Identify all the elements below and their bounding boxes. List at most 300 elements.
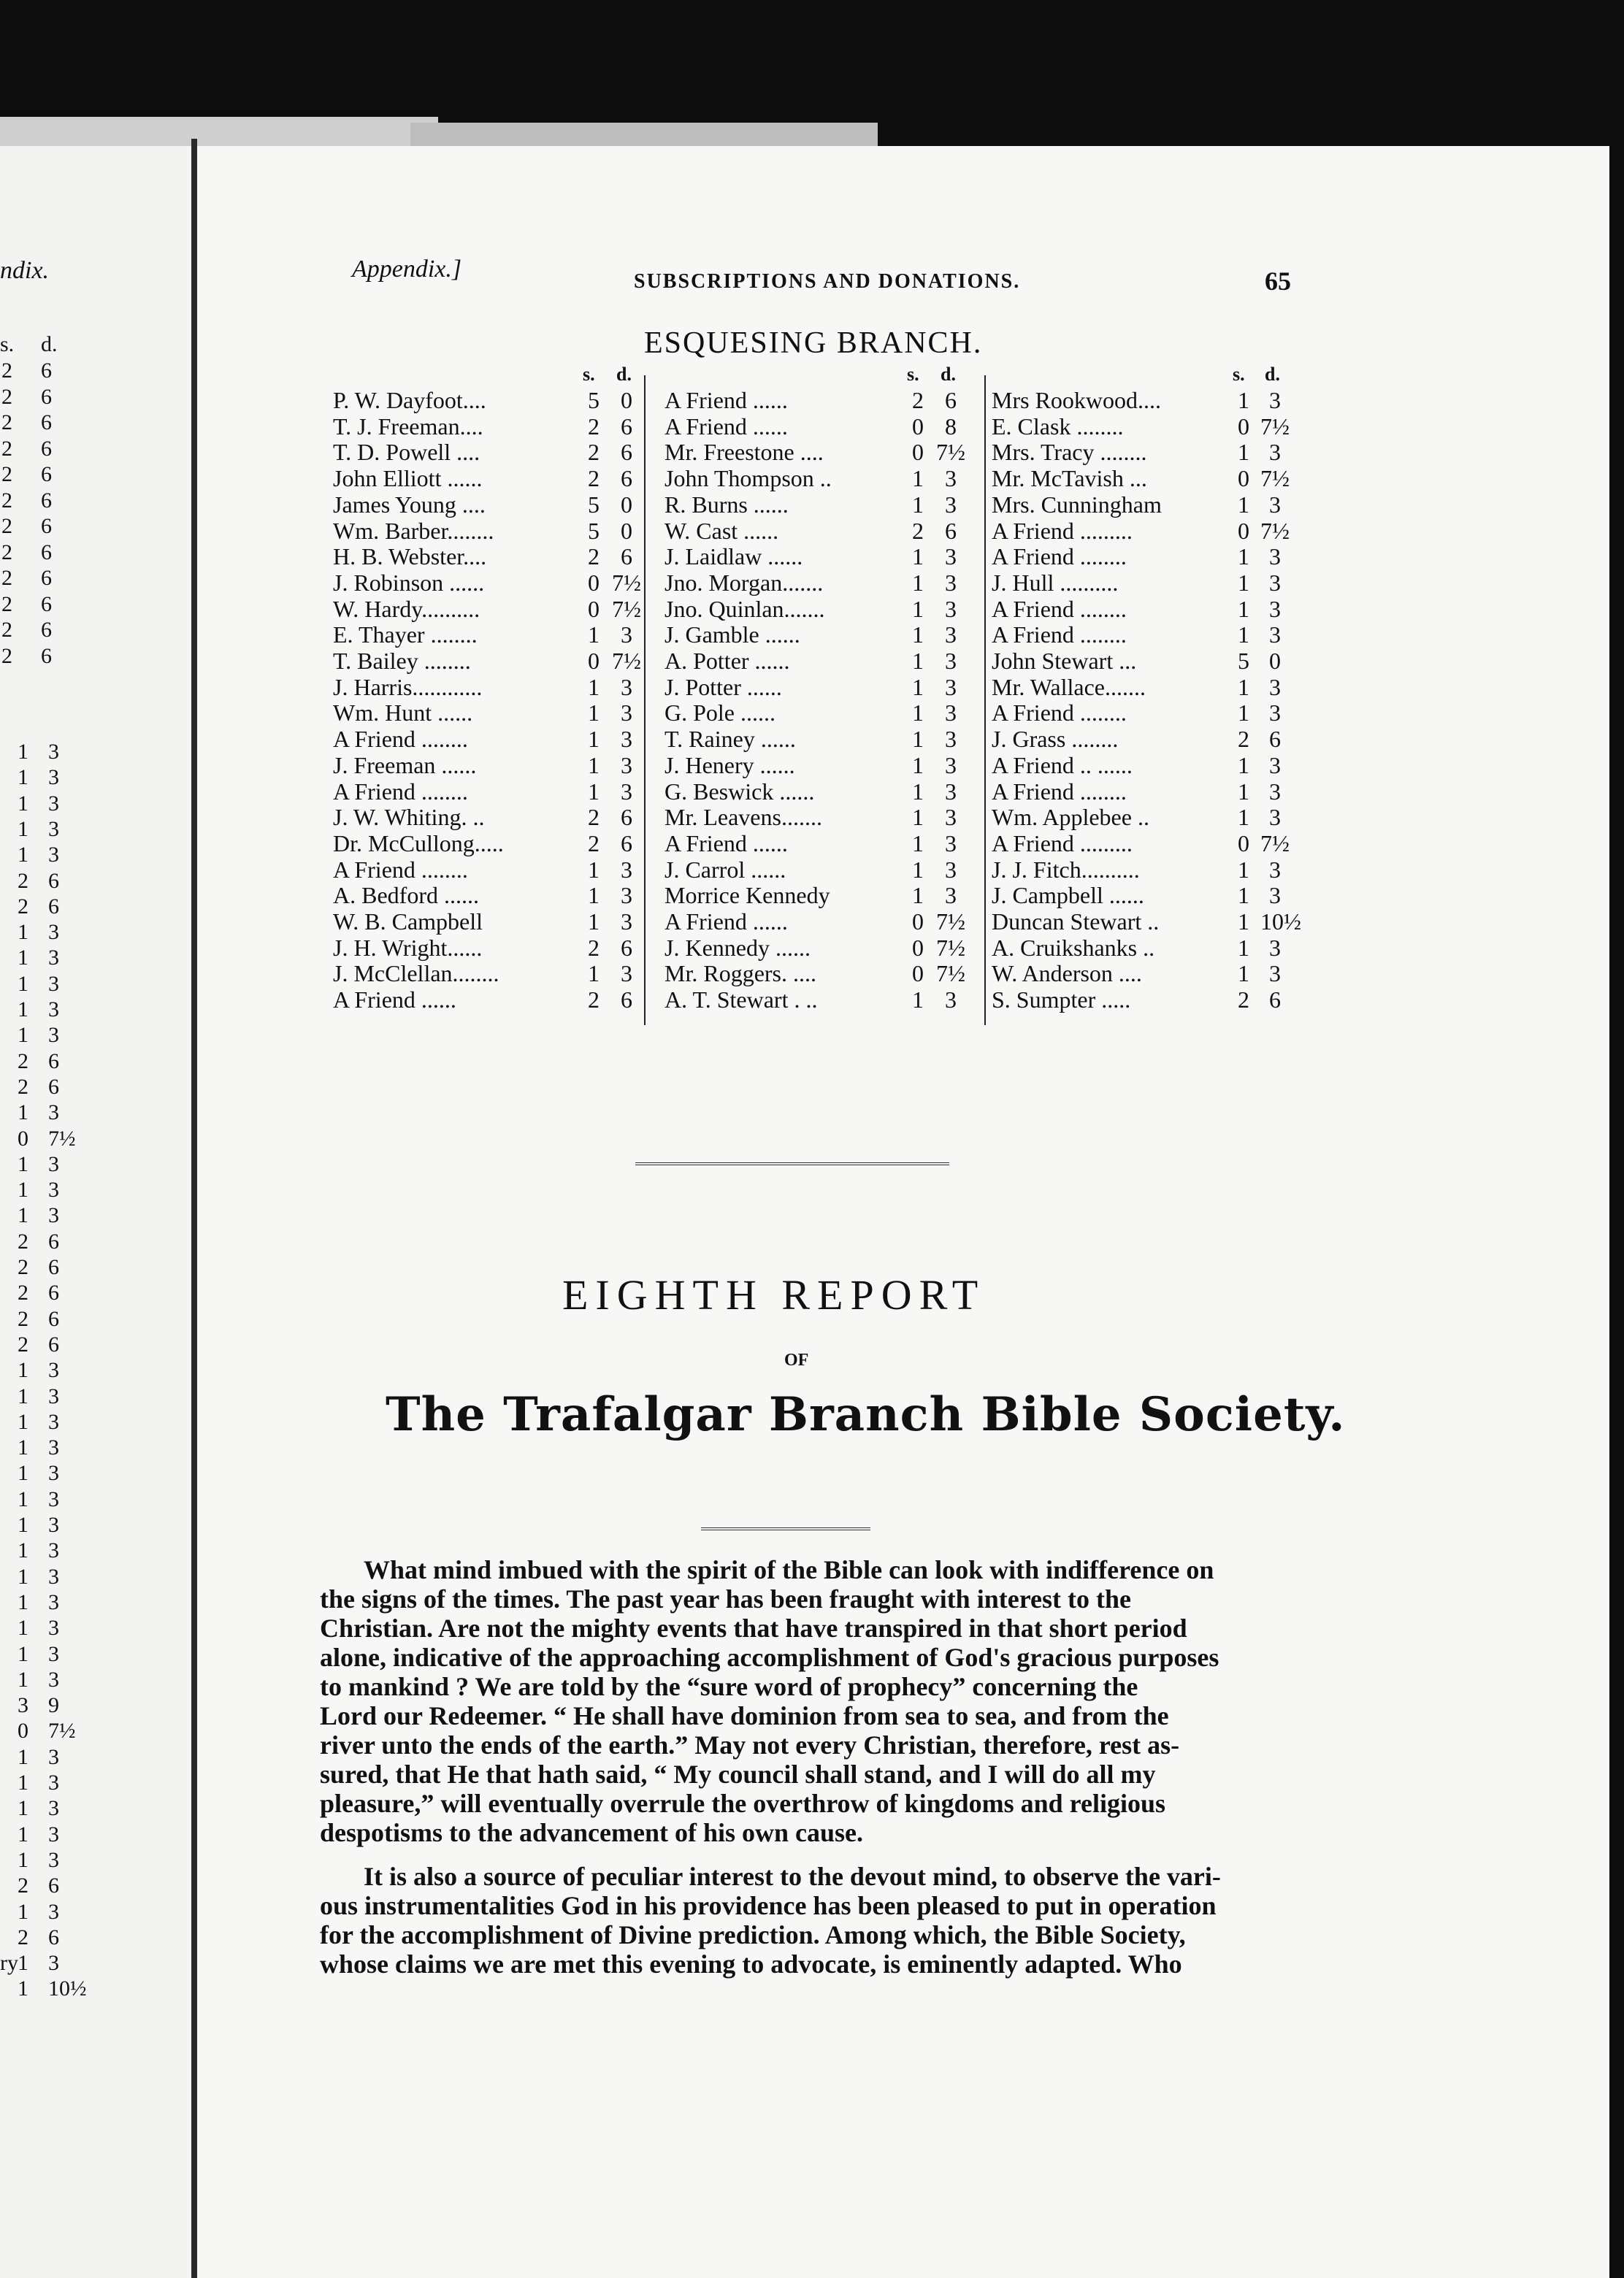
amount-pence: 3: [621, 908, 632, 935]
amount-pence: 6: [41, 643, 52, 668]
amount-shillings: 2: [18, 1925, 28, 1949]
amount-shillings: 1: [18, 1461, 28, 1486]
report-paragraph: [320, 1555, 1421, 1847]
amount-pence: 8: [945, 413, 957, 440]
amount-shillings: 1: [18, 740, 28, 764]
running-head-left: Appendix.]: [352, 256, 462, 283]
subscriber-name: A Friend .. ......: [992, 751, 1133, 778]
subscriber-name: Wm. Hunt ......: [333, 699, 473, 726]
amount-shillings: 2: [588, 986, 600, 1013]
left-page-header: ndix.: [0, 257, 50, 284]
amount-pence: 3: [1269, 491, 1281, 518]
amount-shillings: 1: [18, 1616, 28, 1641]
amount-shillings: 1: [912, 543, 924, 570]
amount-pence: 7½: [1260, 465, 1290, 492]
amount-pence: 3: [621, 856, 632, 883]
amount-shillings: 1: [1238, 751, 1249, 778]
subscriber-name: J. Campbell ......: [992, 882, 1144, 909]
subscriber-name: J. Freeman ......: [333, 751, 477, 778]
subscriber-name: Wm. Applebee ..: [992, 804, 1149, 831]
amount-shillings: 1: [1238, 543, 1249, 570]
amount-pence: 6: [945, 387, 957, 413]
amount-pence: 6: [621, 934, 632, 961]
subscriber-name: Mrs. Tracy ........: [992, 439, 1147, 466]
subscriber-name: W. Cast ......: [664, 517, 779, 544]
amount-shillings: 1: [18, 1564, 28, 1589]
page-number: 65: [1265, 266, 1291, 296]
amount-pence: 6: [41, 591, 52, 616]
amount-pence: 3: [48, 1435, 59, 1460]
pence-header: d.: [616, 364, 632, 385]
amount-pence: 3: [48, 1616, 59, 1641]
amount-pence: 6: [41, 358, 52, 383]
subscriber-name: A. T. Stewart . ..: [664, 986, 818, 1013]
amount-pence: 3: [945, 648, 957, 674]
subscriber-name: A Friend ........: [992, 699, 1127, 726]
amount-pence: 3: [48, 1513, 59, 1537]
amount-shillings: 1: [18, 1100, 28, 1125]
amount-shillings: 5: [588, 387, 600, 413]
ornamental-rule-small: [701, 1522, 870, 1530]
amount-pence: 6: [48, 1255, 59, 1279]
subscriber-name: Wm. Barber........: [333, 517, 494, 544]
amount-pence: 3: [48, 1151, 59, 1176]
amount-shillings: 2: [588, 465, 600, 492]
amount-pence: 3: [48, 1178, 59, 1203]
amount-shillings: 2: [1, 462, 12, 486]
amount-shillings: 1: [1238, 804, 1249, 831]
amount-pence: 3: [48, 1589, 59, 1614]
amount-shillings: 2: [912, 387, 924, 413]
subscriber-name: A. Cruikshanks ..: [992, 934, 1155, 961]
subscriber-name: A Friend ........: [992, 778, 1127, 805]
amount-shillings: 0: [588, 595, 600, 622]
subscriber-name: J. McClellan........: [333, 960, 499, 987]
amount-pence: 3: [621, 726, 632, 753]
subscriber-name: J. Henery ......: [664, 751, 795, 778]
subscriber-name: A Friend ........: [992, 543, 1127, 570]
text-line: the signs of the times. The past year has been fraught with interest to the: [320, 1584, 1131, 1614]
text-line: It is also a source of peculiar interest to the devout mind, to observe the vari-: [364, 1862, 1221, 1891]
amount-pence: 3: [621, 673, 632, 700]
amount-shillings: 2: [18, 1874, 28, 1898]
amount-shillings: 1: [588, 908, 600, 935]
amount-shillings: 2: [1, 436, 12, 461]
amount-shillings: 0: [912, 439, 924, 466]
amount-shillings: 1: [1238, 387, 1249, 413]
amount-shillings: 2: [912, 517, 924, 544]
amount-pence: 7½: [936, 908, 965, 935]
amount-shillings: 1: [18, 816, 28, 841]
subscriber-name: A Friend ........: [333, 726, 468, 753]
subscriber-name: W. B. Campbell: [333, 908, 483, 935]
amount-pence: 9: [48, 1693, 59, 1718]
amount-shillings: 0: [588, 648, 600, 674]
amount-shillings: 1: [912, 829, 924, 856]
amount-pence: 6: [48, 894, 59, 919]
amount-pence: 6: [41, 514, 52, 538]
amount-shillings: 2: [18, 1255, 28, 1279]
amount-pence: 3: [945, 491, 957, 518]
amount-shillings: 1: [1238, 778, 1249, 805]
subscriber-name: J. Laidlaw ......: [664, 543, 803, 570]
amount-pence: 3: [945, 569, 957, 596]
subscriber-name: John Thompson ..: [664, 465, 832, 492]
amount-shillings: 1: [912, 491, 924, 518]
column-divider: [984, 375, 986, 1025]
amount-pence: 3: [945, 726, 957, 753]
amount-shillings: 1: [18, 1822, 28, 1846]
amount-pence: 3: [945, 621, 957, 648]
amount-pence: 6: [48, 1048, 59, 1073]
amount-shillings: 1: [18, 765, 28, 790]
amount-shillings: 1: [18, 1667, 28, 1692]
pence-header: d.: [41, 332, 58, 356]
amount-pence: 6: [48, 1925, 59, 1949]
text-line: despotisms to the advancement of his own cause.: [320, 1818, 864, 1847]
shillings-header: s.: [907, 364, 919, 385]
ornamental-rule: [635, 1157, 949, 1165]
amount-pence: 3: [48, 1461, 59, 1486]
amount-shillings: 1: [912, 595, 924, 622]
amount-pence: 3: [1269, 439, 1281, 466]
amount-shillings: 2: [18, 1048, 28, 1073]
amount-pence: 3: [48, 1847, 59, 1872]
shillings-header: s.: [583, 364, 595, 385]
amount-shillings: 1: [18, 843, 28, 867]
amount-pence: 7½: [936, 960, 965, 987]
amount-pence: 6: [621, 439, 632, 466]
amount-shillings: 2: [1238, 986, 1249, 1013]
subscriber-name: T. J. Freeman....: [333, 413, 483, 440]
amount-pence: 3: [48, 1951, 59, 1976]
branch-title: ESQUESING BRANCH.: [644, 326, 983, 360]
amount-shillings: 1: [912, 621, 924, 648]
amount-shillings: 1: [588, 960, 600, 987]
amount-shillings: 0: [1238, 413, 1249, 440]
pence-header: d.: [1265, 364, 1280, 385]
amount-shillings: 1: [912, 569, 924, 596]
amount-shillings: 1: [18, 1589, 28, 1614]
amount-pence: 3: [621, 960, 632, 987]
subscriber-name: Duncan Stewart ..: [992, 908, 1160, 935]
amount-pence: 3: [1269, 934, 1281, 961]
amount-pence: 3: [945, 804, 957, 831]
amount-shillings: 2: [588, 804, 600, 831]
subscriber-name: John Stewart ...: [992, 648, 1137, 674]
amount-pence: 7½: [48, 1719, 76, 1744]
amount-shillings: 1: [588, 726, 600, 753]
amount-pence: 6: [621, 543, 632, 570]
amount-pence: 6: [41, 540, 52, 564]
subscriber-name: A Friend ......: [664, 387, 788, 413]
subscriber-name: H. B. Webster....: [333, 543, 487, 570]
amount-pence: 6: [41, 462, 52, 486]
amount-pence: 3: [48, 1203, 59, 1228]
amount-pence: 6: [1269, 726, 1281, 753]
amount-shillings: 2: [1238, 726, 1249, 753]
subscriber-name: A Friend ......: [664, 908, 788, 935]
amount-shillings: 1: [1238, 882, 1249, 909]
amount-pence: 3: [945, 465, 957, 492]
page-gutter: [191, 139, 197, 2278]
subscriber-name: J. Gamble ......: [664, 621, 800, 648]
amount-shillings: 1: [18, 1641, 28, 1666]
amount-pence: 3: [48, 1796, 59, 1821]
amount-shillings: 1: [18, 1384, 28, 1408]
amount-pence: 3: [48, 1822, 59, 1846]
amount-pence: 3: [48, 791, 59, 816]
amount-pence: 3: [945, 829, 957, 856]
amount-shillings: 2: [588, 413, 600, 440]
text-line: What mind imbued with the spirit of the Bible can look with indifference on: [364, 1555, 1214, 1584]
subscriber-name: Jno. Quinlan.......: [664, 595, 825, 622]
subscriber-name: A. Bedford ......: [333, 882, 479, 909]
amount-pence: 3: [1269, 804, 1281, 831]
book-edge-strip-2: [410, 123, 878, 149]
amount-shillings: 2: [18, 1229, 28, 1254]
amount-pence: 3: [48, 1744, 59, 1769]
amount-pence: 3: [621, 778, 632, 805]
subscriber-name: A Friend .........: [992, 517, 1133, 544]
subscriber-name: J. Carrol ......: [664, 856, 786, 883]
amount-shillings: 1: [588, 882, 600, 909]
amount-pence: 6: [1269, 986, 1281, 1013]
subscriber-name: A Friend ......: [664, 829, 788, 856]
shillings-header: s.: [1233, 364, 1245, 385]
amount-pence: 3: [48, 816, 59, 841]
pence-header: d.: [941, 364, 956, 385]
subscriber-name: A Friend ......: [664, 413, 788, 440]
subscriber-name: J. W. Whiting. ..: [333, 804, 485, 831]
amount-pence: 3: [945, 673, 957, 700]
amount-shillings: 1: [1238, 699, 1249, 726]
subscriber-name: Dr. McCullong.....: [333, 829, 504, 856]
amount-shillings: 1: [912, 465, 924, 492]
subscriber-name: J. Grass ........: [992, 726, 1119, 753]
amount-pence: 3: [48, 1358, 59, 1383]
amount-pence: 3: [48, 1899, 59, 1924]
amount-shillings: 1: [1238, 856, 1249, 883]
amount-pence: 3: [621, 621, 632, 648]
amount-pence: 3: [945, 986, 957, 1013]
amount-pence: 3: [621, 699, 632, 726]
amount-pence: 6: [41, 618, 52, 642]
amount-shillings: 2: [18, 1281, 28, 1305]
amount-shillings: 1: [588, 621, 600, 648]
subscriber-name: J. Hull ..........: [992, 569, 1119, 596]
text-line: to mankind ? We are told by the “sure word of prophecy” concerning the: [320, 1672, 1138, 1701]
amount-pence: 3: [945, 543, 957, 570]
subscriber-name: W. Hardy..........: [333, 595, 480, 622]
amount-shillings: 1: [588, 673, 600, 700]
amount-shillings: 2: [1, 643, 12, 668]
left-page: [0, 146, 191, 2278]
amount-shillings: 1: [18, 1178, 28, 1203]
amount-shillings: 1: [912, 673, 924, 700]
amount-shillings: 1: [18, 1847, 28, 1872]
text-line: Lord our Redeemer. “ He shall have dominion from sea to sea, and from the: [320, 1701, 1169, 1730]
amount-pence: 6: [41, 384, 52, 409]
amount-shillings: 5: [1238, 648, 1249, 674]
amount-pence: 3: [48, 1641, 59, 1666]
subscriber-name: J. H. Wright......: [333, 934, 483, 961]
subscriber-name: J. Potter ......: [664, 673, 782, 700]
amount-pence: 6: [621, 986, 632, 1013]
amount-shillings: 1: [18, 1487, 28, 1511]
amount-pence: 3: [48, 971, 59, 996]
amount-pence: 7½: [1260, 413, 1290, 440]
text-line: alone, indicative of the approaching accomplishment of God's gracious purposes: [320, 1643, 1219, 1672]
subscriber-name: Mr. Wallace.......: [992, 673, 1146, 700]
subscriber-name: W. Anderson ....: [992, 960, 1142, 987]
amount-pence: 3: [48, 1564, 59, 1589]
amount-shillings: 1: [18, 997, 28, 1021]
amount-shillings: 1: [912, 856, 924, 883]
amount-shillings: 1: [18, 920, 28, 945]
amount-pence: 3: [945, 778, 957, 805]
amount-shillings: 1: [18, 1023, 28, 1048]
amount-pence: 6: [41, 436, 52, 461]
book-page: [197, 146, 1609, 2278]
amount-shillings: 1: [1238, 439, 1249, 466]
amount-pence: 7½: [612, 569, 641, 596]
subscriber-name: A. Potter ......: [664, 648, 790, 674]
subscriber-name: Mrs Rookwood....: [992, 387, 1162, 413]
amount-pence: 3: [48, 1409, 59, 1434]
amount-pence: 3: [1269, 595, 1281, 622]
amount-shillings: 2: [18, 894, 28, 919]
subscriber-name: Mr. Roggers. ....: [664, 960, 816, 987]
subscriber-name: Mrs. Cunningham: [992, 491, 1162, 518]
text-line: for the accomplishment of Divine prediction. Among which, the Bible Society,: [320, 1920, 1186, 1949]
book-edge-strip: [0, 117, 438, 146]
amount-shillings: 1: [18, 1151, 28, 1176]
amount-pence: 3: [1269, 543, 1281, 570]
amount-pence: 3: [48, 1023, 59, 1048]
amount-pence: 7½: [936, 934, 965, 961]
amount-pence: 6: [41, 566, 52, 590]
subscriber-name: J. Robinson ......: [333, 569, 485, 596]
amount-shillings: 2: [1, 591, 12, 616]
amount-pence: 3: [945, 595, 957, 622]
amount-shillings: 2: [1, 384, 12, 409]
amount-shillings: 2: [18, 868, 28, 893]
amount-shillings: 2: [1, 410, 12, 434]
amount-shillings: 1: [18, 1435, 28, 1460]
amount-pence: 7½: [1260, 829, 1290, 856]
amount-pence: 3: [1269, 387, 1281, 413]
amount-pence: 3: [945, 751, 957, 778]
amount-shillings: 0: [1238, 517, 1249, 544]
amount-shillings: 1: [1238, 491, 1249, 518]
running-head-center: SUBSCRIPTIONS AND DONATIONS.: [634, 270, 1021, 293]
amount-pence: 3: [945, 882, 957, 909]
amount-shillings: 1: [1238, 934, 1249, 961]
amount-shillings: 1: [1238, 595, 1249, 622]
amount-pence: 3: [1269, 751, 1281, 778]
amount-pence: 3: [945, 856, 957, 883]
amount-pence: 6: [621, 465, 632, 492]
amount-pence: 3: [48, 1771, 59, 1795]
amount-shillings: 5: [588, 517, 600, 544]
amount-shillings: 1: [18, 1203, 28, 1228]
amount-shillings: 1: [912, 648, 924, 674]
subscriber-name: Mr. Freestone ....: [664, 439, 824, 466]
subscriber-name: Jno. Morgan.......: [664, 569, 824, 596]
amount-pence: 3: [48, 997, 59, 1021]
subscriber-name: John Elliott ......: [333, 465, 483, 492]
amount-pence: 7½: [936, 439, 965, 466]
amount-shillings: 1: [1238, 673, 1249, 700]
amount-shillings: 1: [1238, 621, 1249, 648]
amount-pence: 6: [48, 1074, 59, 1099]
subscriber-name: E. Thayer ........: [333, 621, 478, 648]
amount-shillings: 3: [18, 1693, 28, 1718]
subscriber-name: A Friend ........: [333, 778, 468, 805]
amount-pence: 3: [1269, 673, 1281, 700]
amount-shillings: 0: [588, 569, 600, 596]
amount-pence: 3: [48, 1384, 59, 1408]
amount-shillings: 1: [18, 971, 28, 996]
amount-pence: 6: [41, 410, 52, 434]
amount-shillings: 0: [912, 413, 924, 440]
amount-shillings: 1: [912, 986, 924, 1013]
amount-pence: 3: [1269, 621, 1281, 648]
subscriber-name: E. Clask ........: [992, 413, 1124, 440]
shillings-header: s.: [0, 332, 15, 356]
subscriber-name: T. Rainey ......: [664, 726, 796, 753]
amount-pence: 3: [1269, 960, 1281, 987]
subscriber-name: A Friend ........: [992, 595, 1127, 622]
amount-shillings: 2: [18, 1074, 28, 1099]
subscriber-name: R. Burns ......: [664, 491, 789, 518]
amount-pence: 6: [945, 517, 957, 544]
amount-shillings: 1: [588, 699, 600, 726]
amount-shillings: 0: [18, 1126, 28, 1151]
amount-pence: 10½: [1260, 908, 1301, 935]
subscriber-name: G. Pole ......: [664, 699, 775, 726]
amount-shillings: 1: [912, 882, 924, 909]
amount-shillings: 0: [912, 960, 924, 987]
subscriber-name: Mr. Leavens.......: [664, 804, 822, 831]
line-fragment: ry: [0, 1951, 18, 1976]
amount-pence: 3: [48, 1100, 59, 1125]
amount-pence: 3: [48, 1487, 59, 1511]
amount-shillings: 1: [912, 751, 924, 778]
report-paragraph: [320, 1862, 1421, 1979]
amount-shillings: 1: [18, 1409, 28, 1434]
subscriber-name: A Friend ........: [333, 856, 468, 883]
amount-shillings: 2: [1, 488, 12, 513]
amount-pence: 3: [48, 843, 59, 867]
text-line: sured, that He that hath said, “ My council shall stand, and I will do all my: [320, 1760, 1156, 1789]
amount-pence: 3: [1269, 778, 1281, 805]
amount-shillings: 0: [1238, 465, 1249, 492]
amount-pence: 7½: [1260, 517, 1290, 544]
amount-shillings: 1: [912, 778, 924, 805]
amount-shillings: 2: [1, 566, 12, 590]
subscriber-name: J. Harris............: [333, 673, 483, 700]
amount-shillings: 2: [588, 934, 600, 961]
amount-pence: 3: [621, 882, 632, 909]
subscriber-name: T. Bailey ........: [333, 648, 471, 674]
text-line: ous instrumentalities God in his providence has been pleased to put in operation: [320, 1891, 1217, 1920]
amount-pence: 6: [48, 1306, 59, 1331]
amount-shillings: 1: [588, 778, 600, 805]
subscriber-name: P. W. Dayfoot....: [333, 387, 486, 413]
amount-shillings: 2: [1, 358, 12, 383]
